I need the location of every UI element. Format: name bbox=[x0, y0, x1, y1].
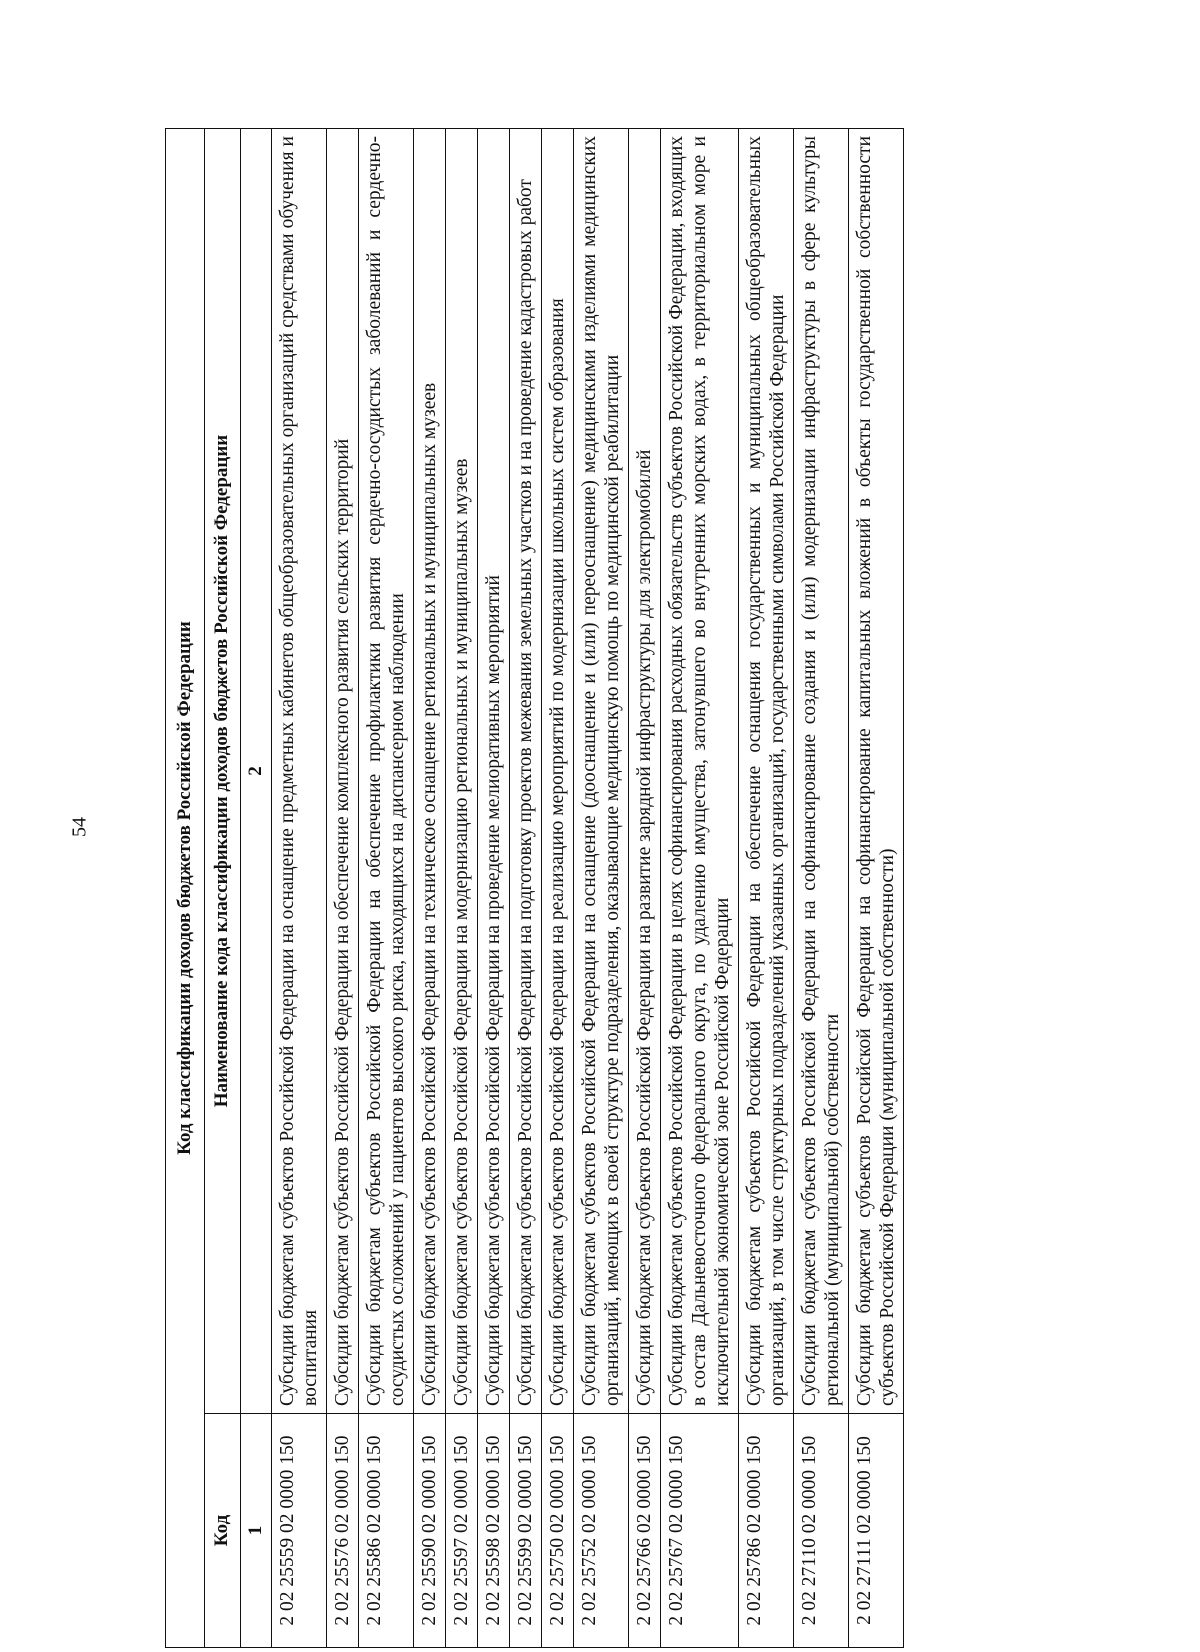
row-code: 2 02 25559 02 0000 150 bbox=[272, 1414, 327, 1648]
row-code: 2 02 25767 02 0000 150 bbox=[661, 1414, 739, 1648]
row-code: 2 02 25576 02 0000 150 bbox=[327, 1414, 359, 1648]
table-row bbox=[327, 129, 359, 1648]
table-row bbox=[849, 129, 904, 1648]
code-column-number: 1 bbox=[240, 1414, 271, 1648]
row-name: Субсидии бюджетам субъектов Российской Федерации на реализацию мероприятий по модернизации школьных систем образования bbox=[542, 129, 574, 1414]
table-row bbox=[478, 129, 510, 1648]
row-name: Субсидии бюджетам субъектов Российской Федерации на развитие зарядной инфраструктуры для электромобилей bbox=[629, 129, 661, 1414]
name-column-header: Наименование кода классификации доходов бюджетов Российской Федерации bbox=[205, 129, 240, 1414]
page-number: 54 bbox=[68, 817, 91, 837]
table-row bbox=[359, 129, 414, 1648]
row-code: 2 02 25599 02 0000 150 bbox=[510, 1414, 542, 1648]
row-name: Субсидии бюджетам субъектов Российской Федерации на оснащение предметных кабинетов общеобразовательных организаций средствами обучения и воспитания bbox=[272, 129, 327, 1414]
row-name: Субсидии бюджетам субъектов Российской Федерации на софинансирование капитальных вложений в объекты государственной собственности субъектов Российской Федерации (муниципальной собственности) bbox=[849, 129, 904, 1414]
table-row bbox=[510, 129, 542, 1648]
code-column-header: Код bbox=[205, 1414, 240, 1648]
row-code: 2 02 25597 02 0000 150 bbox=[446, 1414, 478, 1648]
table-row bbox=[661, 129, 739, 1648]
table-body bbox=[272, 129, 904, 1648]
table-row bbox=[542, 129, 574, 1648]
row-name: Субсидии бюджетам субъектов Российской Федерации на софинансирование создания и (или) модернизации инфраструктуры в сфере культуры региональной (муниципальной) собственности bbox=[794, 129, 849, 1414]
table-row bbox=[629, 129, 661, 1648]
row-code: 2 02 25752 02 0000 150 bbox=[574, 1414, 629, 1648]
row-code: 2 02 27111 02 0000 150 bbox=[849, 1414, 904, 1648]
row-code: 2 02 25586 02 0000 150 bbox=[359, 1414, 414, 1648]
row-name: Субсидии бюджетам субъектов Российской Федерации на подготовку проектов межевания земельных участков и на проведение кадастровых работ bbox=[510, 129, 542, 1414]
name-column-number: 2 bbox=[240, 129, 271, 1414]
table-row bbox=[794, 129, 849, 1648]
row-name: Субсидии бюджетам субъектов Российской Федерации на техническое оснащение региональных и муниципальных музеев bbox=[414, 129, 446, 1414]
row-name: Субсидии бюджетам субъектов Российской Федерации на обеспечение оснащения государственных и муниципальных общеобразовательных организаций, в том числе структурных подразделений указанных организаций, государственными символами Российской Федерации bbox=[739, 129, 794, 1414]
row-code: 2 02 25598 02 0000 150 bbox=[478, 1414, 510, 1648]
row-name: Субсидии бюджетам субъектов Российской Федерации на модернизацию региональных и муниципальных музеев bbox=[446, 129, 478, 1414]
table-row bbox=[574, 129, 629, 1648]
row-name: Субсидии бюджетам субъектов Российской Федерации на обеспечение профилактики развития сердечно-сосудистых заболеваний и сердечно-сосудистых осложнений у пациентов высокого риска, находящихся на диспансерном наблюдении bbox=[359, 129, 414, 1414]
row-code: 2 02 25786 02 0000 150 bbox=[739, 1414, 794, 1648]
row-code: 2 02 27110 02 0000 150 bbox=[794, 1414, 849, 1648]
row-code: 2 02 25766 02 0000 150 bbox=[629, 1414, 661, 1648]
rotated-table-container bbox=[165, 128, 1105, 1648]
row-name: Субсидии бюджетам субъектов Российской Федерации на обеспечение комплексного развития сельских территорий bbox=[327, 129, 359, 1414]
classification-table bbox=[165, 128, 904, 1648]
table-main-header: Код классификации доходов бюджетов Российской Федерации bbox=[166, 129, 205, 1648]
row-code: 2 02 25750 02 0000 150 bbox=[542, 1414, 574, 1648]
row-name: Субсидии бюджетам субъектов Российской Федерации на проведение мелиоративных мероприятий bbox=[478, 129, 510, 1414]
row-code: 2 02 25590 02 0000 150 bbox=[414, 1414, 446, 1648]
row-name: Субсидии бюджетам субъектов Российской Федерации в целях софинансирования расходных обязательств субъектов Российской Федерации, входящих в состав Дальневосточного федерального округа, по удалению имущества, затонувшего во внутренних морских водах, в территориальном море и исключительной экономической зоне Российской Федерации bbox=[661, 129, 739, 1414]
table-row bbox=[446, 129, 478, 1648]
table-row bbox=[272, 129, 327, 1648]
table-row bbox=[414, 129, 446, 1648]
row-name: Субсидии бюджетам субъектов Российской Федерации на оснащение (дооснащение и (или) переоснащение) медицинскими изделиями медицинских организаций, имеющих в своей структуре подразделения, оказывающие медицинскую помощь по медицинской реабилитации bbox=[574, 129, 629, 1414]
table-row bbox=[739, 129, 794, 1648]
